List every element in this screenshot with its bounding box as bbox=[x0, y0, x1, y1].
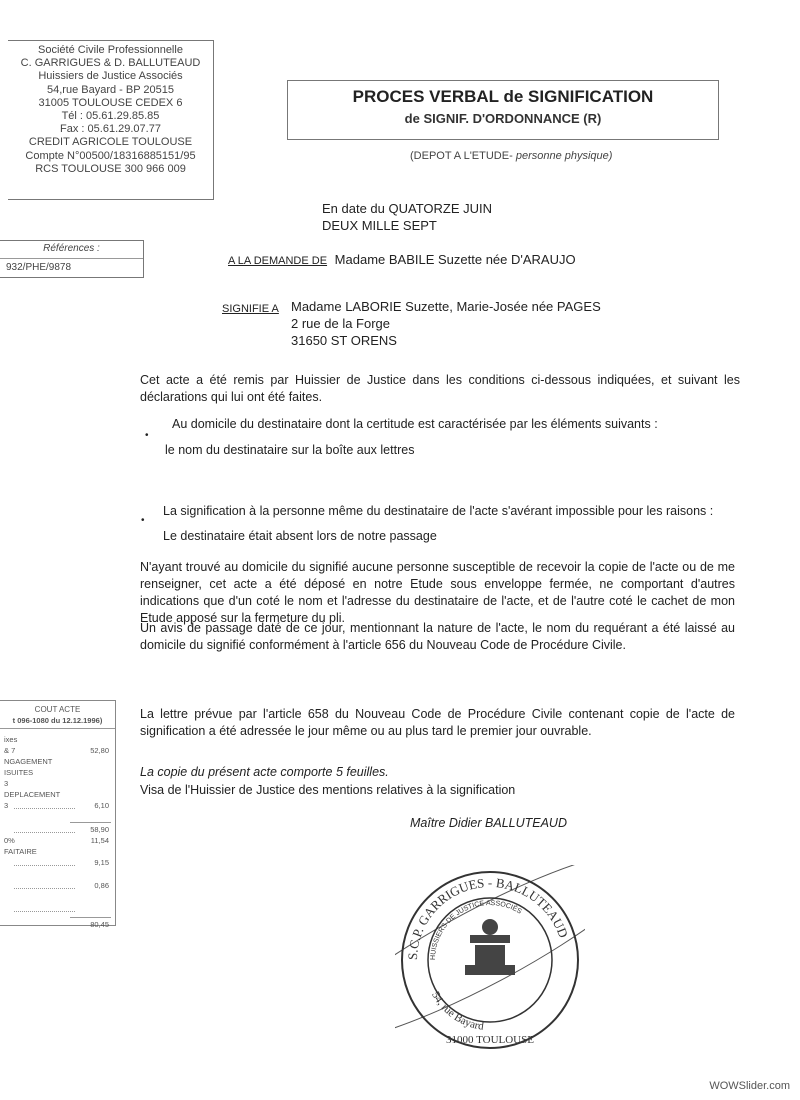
notice-paragraph: Un avis de passage daté de ce jour, mentionnant la nature de l'acte, le nom du requérant a été laissé au domicile du signifié conformément à l'article 656 du Nouveau Code de Procédure Civile. bbox=[140, 621, 735, 652]
watermark: WOWSlider.com bbox=[709, 1080, 790, 1092]
divider bbox=[70, 822, 111, 823]
cost-row bbox=[0, 836, 115, 847]
stamp-city: 31000 TOULOUSE bbox=[446, 1034, 534, 1046]
cost-label: ixes bbox=[4, 735, 18, 744]
cost-label: FAITAIRE bbox=[4, 847, 37, 856]
depot-note bbox=[410, 150, 612, 162]
recipient-street: 2 rue de la Forge bbox=[291, 316, 391, 331]
references-value: 932/PHE/9878 bbox=[0, 258, 143, 273]
visa-note: Visa de l'Huissier de Justice des mentions relatives à la signification bbox=[140, 783, 516, 797]
dotted-leader bbox=[14, 865, 75, 866]
bailiff-header bbox=[8, 40, 214, 200]
cost-label: 3 bbox=[4, 779, 9, 788]
recipient-label: SIGNIFIE A bbox=[222, 303, 279, 315]
bullet-2-text: La signification à la personne même du destinataire de l'acte s'avérant impossible pour les raisons : bbox=[163, 504, 714, 518]
depot-prefix: (DEPOT A L'ETUDE- bbox=[410, 150, 513, 162]
cost-row bbox=[0, 920, 115, 931]
cost-decree: t 096-1080 du 12.12.1996) bbox=[0, 716, 115, 729]
deposit-paragraph: N'ayant trouvé au domicile du signifié aucune personne susceptible de recevoir la copie de l'acte ou de me renseigner, cet acte a été déposé en notre Etude sous enveloppe fermée, ne comportant d'autres indications que d'un coté le nom et l'adresse du destinataire de l'acte, et de l'autre coté le cachet de mon Etude apposé sur la fermeture du pli. bbox=[140, 560, 735, 625]
stamp-emblem-icon bbox=[465, 919, 515, 975]
header-line: Société Civile Professionnelle bbox=[38, 44, 183, 56]
cost-row bbox=[0, 768, 115, 779]
cost-label: NGAGEMENT bbox=[4, 757, 53, 766]
cost-forfait: 9,15 bbox=[94, 858, 109, 867]
official-stamp-icon bbox=[395, 865, 585, 1055]
bullet-icon: • bbox=[145, 430, 149, 441]
cost-label: 0% bbox=[4, 836, 15, 845]
cost-tva: 11,54 bbox=[90, 836, 109, 845]
cost-row bbox=[0, 779, 115, 790]
header-line: CREDIT AGRICOLE TOULOUSE bbox=[28, 136, 193, 149]
header-line: RCS TOULOUSE 300 966 009 bbox=[35, 162, 186, 175]
dotted-leader bbox=[14, 808, 75, 809]
bullet-1-text: Au domicile du destinataire dont la certitude est caractérisée par les éléments suivants : bbox=[172, 417, 658, 431]
header-line: Compte N°00500/18316885151/95 bbox=[25, 149, 196, 162]
document-title-box bbox=[287, 80, 719, 140]
cost-row bbox=[0, 746, 115, 757]
cost-total: 80,45 bbox=[90, 920, 109, 929]
copies-note: La copie du présent acte comporte 5 feuilles. bbox=[140, 765, 389, 779]
cost-label: & 7 bbox=[4, 746, 16, 755]
references-box bbox=[0, 240, 144, 278]
cost-row bbox=[0, 847, 115, 858]
cost-box bbox=[0, 700, 116, 929]
cost-label: DEPLACEMENT bbox=[4, 790, 61, 799]
cost-row bbox=[0, 858, 115, 869]
divider bbox=[70, 917, 111, 918]
date-line-1: En date du QUATORZE JUIN bbox=[322, 201, 493, 216]
cost-row bbox=[0, 790, 115, 801]
cost-title: COUT ACTE bbox=[34, 705, 81, 714]
signatory: Maître Didier BALLUTEAUD bbox=[410, 816, 567, 830]
date-line-2: DEUX MILLE SEPT bbox=[322, 218, 437, 233]
header-line: 54,rue Bayard - BP 20515 bbox=[47, 83, 174, 96]
cost-row bbox=[0, 801, 115, 812]
stamp-inner-text: HUISSIERS DE JUSTICE ASSOCIÉS bbox=[429, 899, 523, 961]
letter-paragraph: La lettre prévue par l'article 658 du Nouveau Code de Procédure Civile contenant copie de l'acte de signification a été adressée le jour même ou au plus tard le premier jour ouvrable. bbox=[140, 707, 735, 738]
header-line: Huissiers de Justice Associés bbox=[38, 70, 183, 83]
cost-row bbox=[0, 757, 115, 768]
cost-row bbox=[0, 825, 115, 836]
stamp-top-text: S.C.P. GARRIGUES - BALLUTEAUD bbox=[404, 874, 572, 961]
header-line: Tél : 05.61.29.85.85 bbox=[61, 110, 160, 123]
document-title: PROCES VERBAL de SIGNIFICATION bbox=[352, 87, 654, 106]
cost-other: 0,86 bbox=[94, 881, 109, 890]
header-line: C. GARRIGUES & D. BALLUTEAUD bbox=[20, 57, 201, 70]
depot-suffix: personne physique) bbox=[515, 150, 613, 162]
recipient bbox=[291, 298, 601, 349]
cost-value: 6,10 bbox=[94, 801, 109, 810]
document-subtitle: de SIGNIF. D'ORDONNANCE (R) bbox=[404, 111, 602, 126]
dotted-leader bbox=[14, 832, 75, 833]
bullet-1-detail: le nom du destinataire sur la boîte aux lettres bbox=[165, 443, 415, 457]
stamp-street: 54, rue Bayard bbox=[429, 989, 485, 1033]
cost-label: ISUITES bbox=[4, 768, 34, 777]
references-label: Références : bbox=[43, 243, 100, 254]
header-line: 31005 TOULOUSE CEDEX 6 bbox=[38, 96, 183, 109]
cost-label: 3 bbox=[4, 801, 9, 810]
document-date bbox=[322, 200, 492, 234]
requester bbox=[228, 252, 576, 267]
cost-value: 52,80 bbox=[90, 746, 109, 755]
dotted-leader bbox=[14, 888, 75, 889]
cost-subtotal: 58,90 bbox=[90, 825, 109, 834]
intro-paragraph: Cet acte a été remis par Huissier de Justice dans les conditions ci-dessous indiquées, et suivant les déclarations qui lui ont été faites. bbox=[140, 373, 740, 404]
recipient-city: 31650 ST ORENS bbox=[291, 333, 397, 348]
requester-label: A LA DEMANDE DE bbox=[228, 255, 328, 267]
header-line: Fax : 05.61.29.07.77 bbox=[60, 123, 161, 136]
requester-name: Madame BABILE Suzette née D'ARAUJO bbox=[334, 252, 576, 267]
dotted-leader bbox=[14, 911, 75, 912]
recipient-name: Madame LABORIE Suzette, Marie-Josée née PAGES bbox=[291, 299, 601, 314]
cost-row bbox=[0, 904, 115, 915]
cost-row bbox=[0, 881, 115, 892]
cost-row bbox=[0, 735, 115, 746]
bullet-2-detail: Le destinataire était absent lors de notre passage bbox=[163, 529, 437, 543]
bullet-icon: • bbox=[141, 515, 145, 526]
